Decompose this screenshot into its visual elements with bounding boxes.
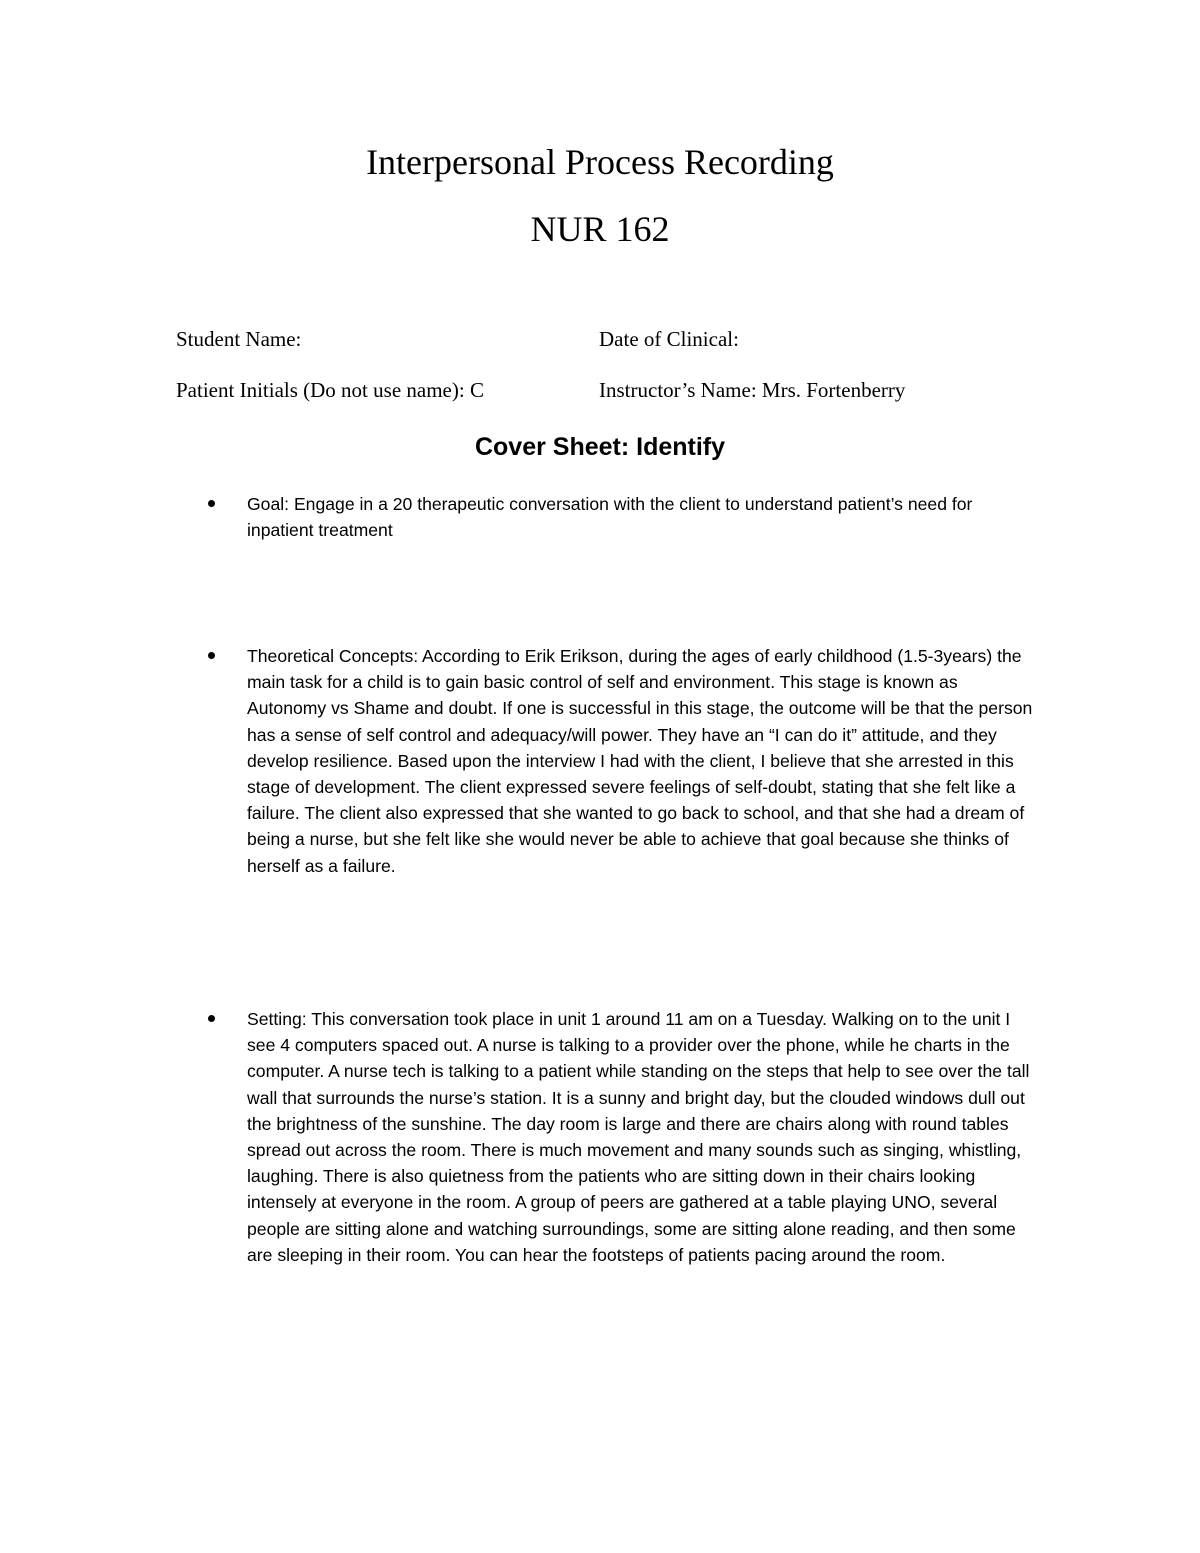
- cover-sheet-heading: Cover Sheet: Identify: [474, 433, 726, 461]
- patient-initials: Patient Initials (Do not use name): C: [176, 378, 484, 402]
- setting-text: [247, 1006, 1038, 1268]
- clinical-date-label: Date of Clinical:: [599, 327, 739, 351]
- theoretical-concepts-item: [208, 643, 1038, 879]
- student-name-label: Student Name:: [176, 327, 302, 351]
- theoretical-concepts-body: According to Erik Erikson, during the ages of early childhood (1.5-3years) the main task for a child is to gain basic control of self and environment. This stage is known as Autonomy vs Shame and doubt. If one is successful in this stage, the outcome will be that the person has a sense of self control and adequacy/will power. They have an “I can do it” attitude, and they develop resilience. Based upon the interview I had with the client, I believe that she arrested in this stage of development. The client expressed severe feelings of self-doubt, stating that she felt like a failure. The client also expressed that she wanted to go back to school, and that she had a dream of being a nurse, but she felt like she would never be able to achieve that goal because she thinks of herself as a failure.: [247, 646, 1033, 876]
- bullet-icon: [208, 500, 215, 507]
- bullet-icon: [208, 652, 215, 659]
- theoretical-concepts-text: [247, 643, 1038, 879]
- instructor-name: Instructor’s Name: Mrs. Fortenberry: [599, 378, 906, 402]
- theoretical-concepts-label: Theoretical Concepts:: [247, 646, 419, 666]
- bullet-icon: [208, 1015, 215, 1022]
- course-code: NUR 162: [530, 209, 670, 249]
- setting-label: Setting:: [247, 1009, 307, 1029]
- setting-item: [208, 1006, 1038, 1268]
- goal-item: [208, 491, 1038, 543]
- goal-label: Goal:: [247, 494, 290, 514]
- setting-body: This conversation took place in unit 1 around 11 am on a Tuesday. Walking on to the unit I see 4 computers spaced out. A nurse is talking to a provider over the phone, while he charts in the computer. A nurse tech is talking to a patient while standing on the steps that help to see over the tall wall that surrounds the nurse’s station. It is a sunny and bright day, but the clouded windows dull out the brightness of the sunshine. The day room is large and there are chairs along with round tables spread out across the room. There is much movement and many sounds such as singing, whistling, laughing. There is also quietness from the patients who are sitting down in their chairs looking intensely at everyone in the room. A group of peers are gathered at a table playing UNO, several people are sitting alone and watching surroundings, some are sitting alone reading, and then some are sleeping in their room. You can hear the footsteps of patients pacing around the room.: [247, 1009, 1030, 1265]
- goal-text: [247, 491, 1038, 543]
- goal-body: Engage in a 20 therapeutic conversation with the client to understand patient’s need for inpatient treatment: [247, 494, 973, 541]
- document-title: Interpersonal Process Recording: [366, 142, 834, 182]
